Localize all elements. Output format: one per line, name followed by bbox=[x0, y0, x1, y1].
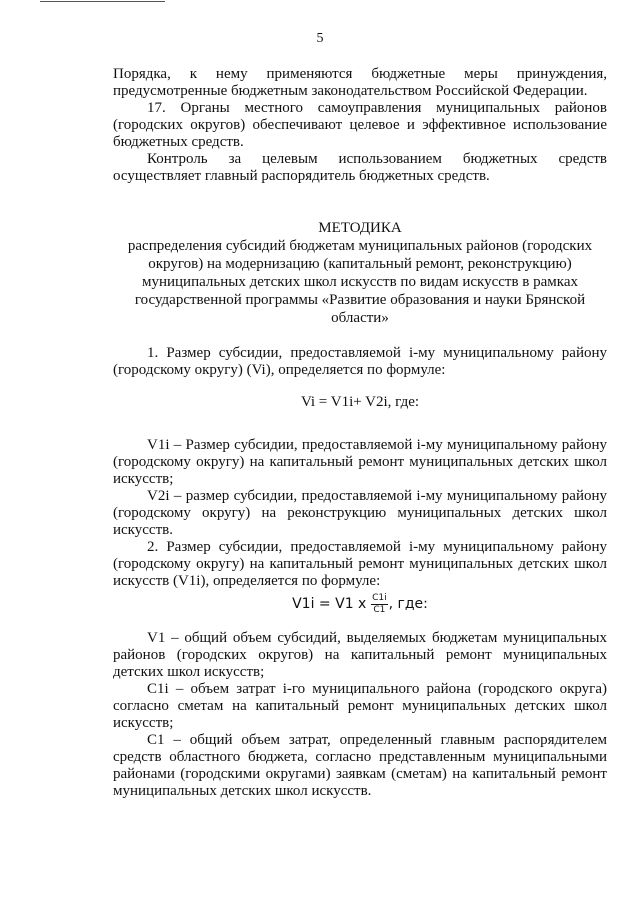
formula-v1i-lhs: V1i = V1 x bbox=[292, 595, 367, 612]
intro-paragraph-2: 17. Органы местного самоуправления муниципальных районов (городских округов) обеспечивают целевое и эффективное использование бюджетных средств. bbox=[113, 100, 607, 150]
formula-vi: Vi = V1i+ V2i, где: bbox=[300, 394, 420, 410]
intro-paragraph-3: Контроль за целевым использованием бюджетных средств осуществляет главный распорядитель бюджетных средств. bbox=[113, 151, 607, 184]
intro-block bbox=[113, 66, 607, 185]
section-1 bbox=[113, 345, 607, 379]
formula-v1i-tail: , где: bbox=[388, 595, 428, 612]
formula-fraction bbox=[371, 593, 388, 616]
title-subtitle: распределения субсидий бюджетам муниципальных районов (городских округов) на модернизацию (капитальный ремонт, реконструкцию) муниципальных детских школ искусств по видам искусств в рамках государственной программы «Развитие образования и науки Брянской области» bbox=[127, 238, 593, 326]
section-2-text: 2. Размер субсидии, предоставляемой i-му муниципальному району (городскому округу) на капитальный ремонт муниципальных детских школ искусств (V1i), определяется по формуле: bbox=[113, 539, 607, 589]
title-heading: МЕТОДИКА bbox=[318, 220, 402, 236]
methodology-title bbox=[113, 219, 607, 327]
page-number: 5 bbox=[316, 31, 324, 46]
definition-v1: V1 – общий объем субсидий, выделяемых бюджетам муниципальных районов (городских округов) на капитальный ремонт муниципальных детских школ искусств; bbox=[113, 630, 607, 680]
fraction-numerator: C1i bbox=[372, 593, 387, 603]
definition-v1i: V1i – Размер субсидии, предоставляемой i-му муниципальному району (городскому округу) на капитальный ремонт муниципальных детских школ искусств; bbox=[113, 437, 607, 487]
definition-c1: C1 – общий объем затрат, определенный главным распорядителем средств областного бюджета, согласно представленным муниципальными районами (городскими округами) заявкам (сметам) на капитальный ремонт муниципальных детских школ искусств. bbox=[113, 732, 607, 799]
section-2-definitions bbox=[113, 630, 607, 800]
intro-paragraph-1: Порядка, к нему применяются бюджетные меры принуждения, предусмотренные бюджетным законодательством Российской Федерации. bbox=[113, 66, 607, 99]
formula-v1i bbox=[113, 593, 607, 616]
top-rule bbox=[40, 1, 165, 2]
definition-v2i: V2i – размер субсидии, предоставляемой i-му муниципальному району (городскому округу) на реконструкцию муниципальных детских школ искусств. bbox=[113, 488, 607, 538]
section-1-definitions bbox=[113, 437, 607, 590]
section-1-text: 1. Размер субсидии, предоставляемой i-му муниципальному району (городскому округу) (Vi), определяется по формуле: bbox=[113, 345, 607, 378]
definition-c1i: C1i – объем затрат i-го муниципального района (городского округа) согласно сметам на капитальный ремонт муниципальных детских школ искусств; bbox=[113, 681, 607, 731]
fraction-denominator: C1 bbox=[373, 605, 386, 615]
